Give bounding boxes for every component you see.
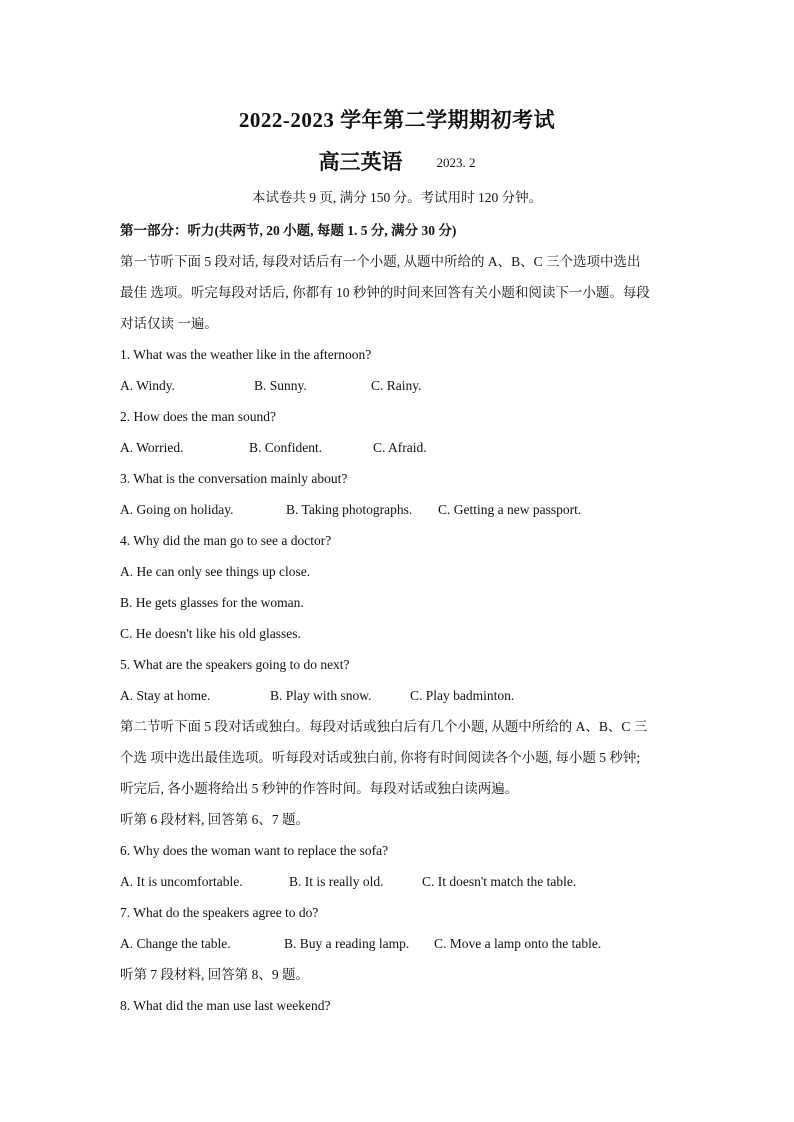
question-5-options bbox=[120, 680, 680, 711]
question-7-options bbox=[120, 928, 680, 959]
option-b: B. Buy a reading lamp. bbox=[284, 936, 410, 951]
option-b: B. Confident. bbox=[249, 440, 323, 455]
question-1: 1. What was the weather like in the afternoon? bbox=[120, 347, 372, 362]
option-a: A. Windy. bbox=[120, 378, 175, 393]
question-3: 3. What is the conversation mainly about? bbox=[120, 471, 348, 486]
question-1-options bbox=[120, 370, 680, 401]
option-c: C. Play badminton. bbox=[410, 688, 515, 703]
question-2: 2. How does the man sound? bbox=[120, 409, 276, 424]
question-6: 6. Why does the woman want to replace the sofa? bbox=[120, 843, 389, 858]
section1-intro-line: 对话仅读 一遍。 bbox=[120, 316, 218, 331]
question-3-options bbox=[120, 494, 680, 525]
section2-intro-line: 听完后, 各小题将给出 5 秒钟的作答时间。每段对话或独白读两遍。 bbox=[120, 781, 519, 796]
question-4: 4. Why did the man go to see a doctor? bbox=[120, 533, 332, 548]
option-a: A. Going on holiday. bbox=[120, 502, 234, 517]
section2-intro-line: 个选 项中选出最佳选项。听每段对话或独白前, 你将有时间阅读各个小题, 每小题 5 秒钟; bbox=[120, 750, 641, 765]
option-b: B. Sunny. bbox=[254, 378, 307, 393]
exam-title: 2022-2023 学年第二学期期初考试 bbox=[238, 108, 556, 132]
option-b: B. He gets glasses for the woman. bbox=[120, 595, 304, 610]
section1-intro-line: 第一节听下面 5 段对话, 每段对话后有一个小题, 从题中所给的 A、B、C 三个选项中选出 bbox=[120, 254, 641, 269]
section2-intro-line: 第二节听下面 5 段对话或独白。每段对话或独白后有几个小题, 从题中所给的 A、B、C 三 bbox=[120, 719, 648, 734]
option-a: A. It is uncomfortable. bbox=[120, 874, 243, 889]
option-c: C. He doesn't like his old glasses. bbox=[120, 626, 301, 641]
question-2-options bbox=[120, 432, 680, 463]
question-8: 8. What did the man use last weekend? bbox=[120, 998, 331, 1013]
option-c: C. Rainy. bbox=[371, 378, 422, 393]
question-5: 5. What are the speakers going to do next? bbox=[120, 657, 350, 672]
option-b: B. Play with snow. bbox=[270, 688, 372, 703]
option-c: C. Afraid. bbox=[373, 440, 427, 455]
question-6-options bbox=[120, 866, 680, 897]
option-c: C. Move a lamp onto the table. bbox=[434, 936, 602, 951]
option-c: C. Getting a new passport. bbox=[438, 502, 582, 517]
material-7-instruction: 听第 7 段材料, 回答第 8、9 题。 bbox=[120, 967, 309, 982]
option-a: A. Change the table. bbox=[120, 936, 231, 951]
exam-date: 2023. 2 bbox=[436, 155, 476, 170]
subject-label: 高三英语 bbox=[318, 150, 403, 174]
section1-intro-line: 最佳 选项。听完每段对话后, 你都有 10 秒钟的时间来回答有关小题和阅读下一小题。每段 bbox=[120, 285, 650, 300]
exam-content bbox=[120, 215, 680, 1021]
part1-heading: 第一部分：听力(共两节, 20 小题, 每题 1. 5 分, 满分 30 分) bbox=[120, 223, 457, 238]
material-6-instruction: 听第 6 段材料, 回答第 6、7 题。 bbox=[120, 812, 309, 827]
option-b: B. Taking photographs. bbox=[286, 502, 413, 517]
exam-info: 本试卷共 9 页, 满分 150 分。考试用时 120 分钟。 bbox=[251, 190, 543, 205]
exam-subtitle bbox=[0, 146, 794, 176]
question-7: 7. What do the speakers agree to do? bbox=[120, 905, 319, 920]
option-a: A. He can only see things up close. bbox=[120, 564, 311, 579]
option-a: A. Stay at home. bbox=[120, 688, 211, 703]
option-a: A. Worried. bbox=[120, 440, 184, 455]
option-b: B. It is really old. bbox=[289, 874, 384, 889]
option-c: C. It doesn't match the table. bbox=[422, 874, 577, 889]
